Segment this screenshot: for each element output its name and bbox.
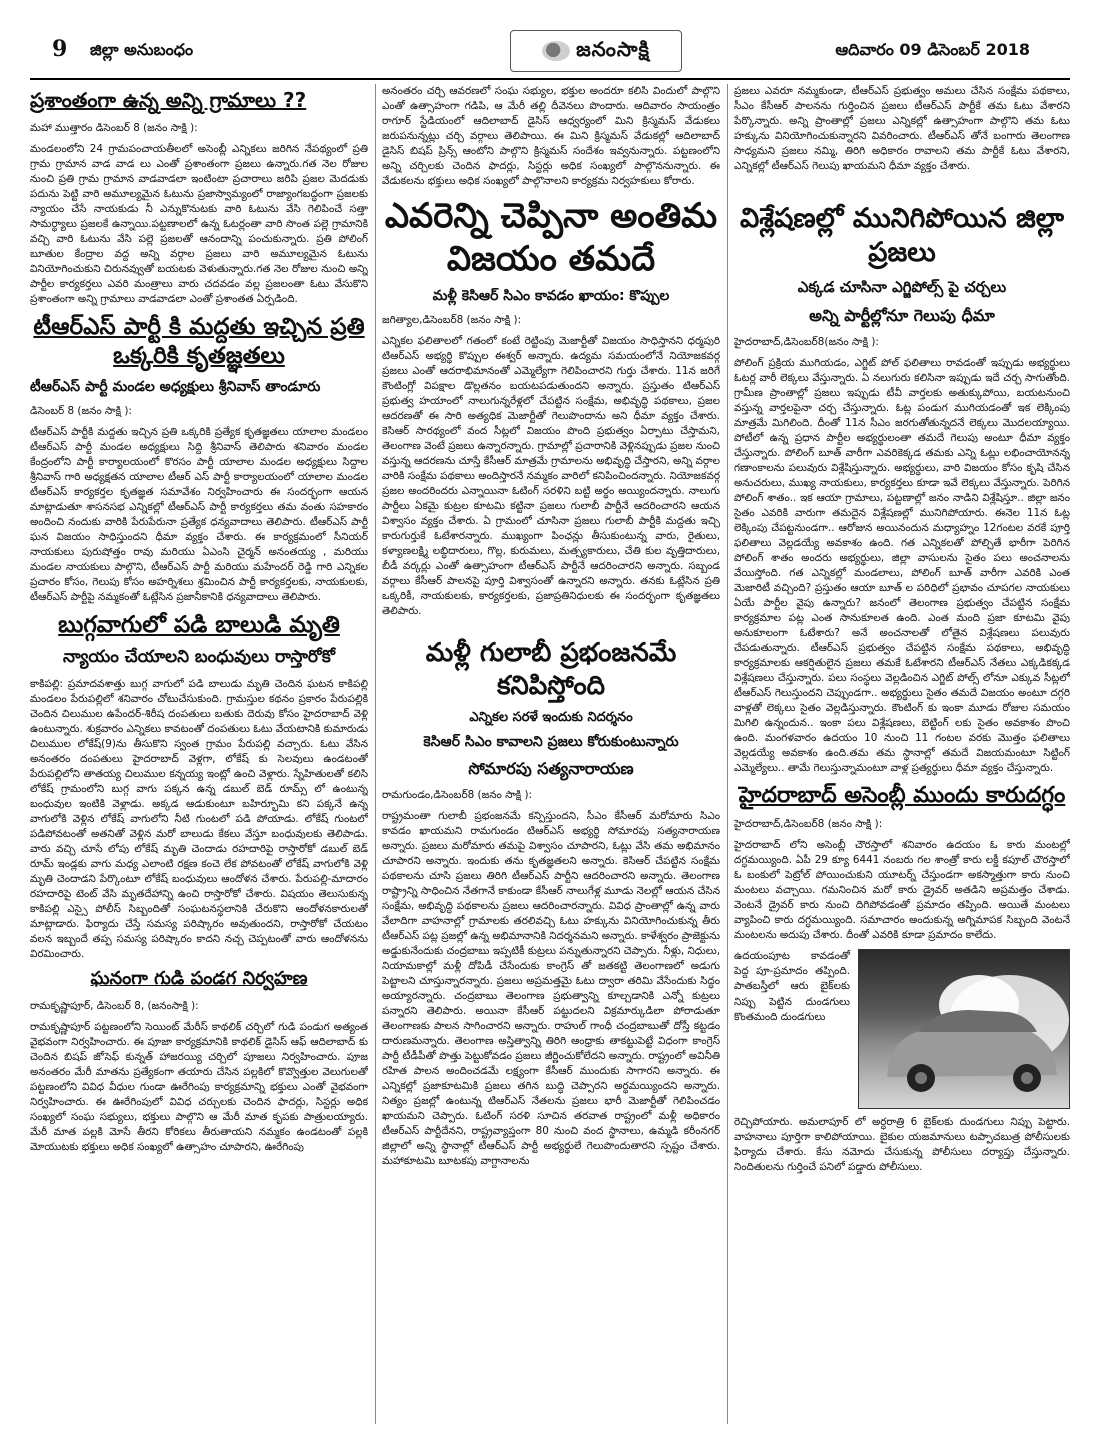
masthead-title: జనంసాక్షి <box>576 36 650 61</box>
issue-date: ఆదివారం 09 డిసెంబర్ 2018 <box>835 40 1030 59</box>
article-headline: మళ్లీ గులాబీ ప్రభంజనమే కనిపిస్తోంది <box>425 638 677 701</box>
column-divider <box>727 84 728 1424</box>
article-byline: సోమారపు సత్యనారాయణ <box>468 759 634 778</box>
article-dateline: రామగుండం,డిసెంబర్8 (జనం సాక్షి ): <box>382 789 533 801</box>
article-body: మండలంలోని 24 గ్రామపంచాయతీలలో అసెంబ్లీ ఎన్నికలు జరిగిన నేపథ్యంలో ప్రతి గ్రామ గ్రామాన వాడ వాడ లు ఎంతో ప్రశాంతంగా ప్రజలు ఉన్నారు.గత నెల రోజుల నుంచి ప్రతి గ్రామ గ్రామాన వాడవాడలా ఇంటింటా ప్రచారాలు జరిపి ప్రజల మెదడుకు పదును పెట్టి వారి అమూల్యమైన ఓటును ప్రజాస్వామ్యంలో రాజ్యాంగబద్ధంగా ప్రజలకు న్యాయం చేసే నాయకుడు నీ ఎన్నుకొనుటకు వారి ఓటును వేసి గెలిపించే సత్తా సామర్థ్యాలు ప్రజలకే ఉన్నాయి.పట్టణాలలో ఉన్న ఓటర్లంతా వారి సొంత పల్లె గ్రామానికి వచ్చి వారి ఓటును వేసి పల్లె ప్రజలతో ఆనందాన్ని పంచుకున్నారు. ప్రతి పోలింగ్ బూతుల కేంద్రాల వద్ద అన్ని వర్గాల ప్రజలు వారి అమూల్యమైన ఓటును వినియోగించుకుని చిరునవ్వుతో బయటకు వెళుతున్నారు.గత నెల రోజుల నుంచి అన్ని పార్టీల కార్యకర్తలు ఎవరి మంత్రాలు వారు చదవడం వల్ల ప్రజలంతా ఓటు వేసుకొని ప్రశాంతంగా అన్ని గ్రామాలు వాడవాడలా ఎంతో ప్రశాంతత ఏర్పడింది. <box>30 143 368 305</box>
article-headline: ఘనంగా గుడి పండగ నిర్వహణ <box>90 968 308 990</box>
article-dateline: హైదరాబాద్,డిసెంబర్8(జనం సాక్షి ): <box>734 335 879 348</box>
burning-car-illustration <box>859 950 1069 1108</box>
article-subhead: టీఆర్ఎస్ పార్టీ మండల అధ్యక్షులు శ్రీనివాస్ తాండూరు <box>30 378 321 395</box>
article-body: ఎన్నికల ఫలితాలలో గతంలో కంటే రెట్టింపు మెజార్టీతో విజయం సాధిస్తానని ధర్మపురి టిఆర్ఎస్ అభ్యర్థి కొప్పుల ఈశ్వర్ అన్నారు. ఉద్యమ సమయంలోనే నియోజకవర్గ ప్రజలు ఎంతో ఆదరాభిమానంతో ఎమ్మెల్యేగా గెలిపించారని గుర్తు చేశారు. 11న జరిగే కౌంటింగ్లో విపక్షాల డొల్లతనం బయటపడుతుందని అన్నారు. ప్రస్తుతం టిఆర్ఎస్ ప్రభుత్వ హయాంలో నాలుగున్నరేళ్లలో చేపట్టిన సంక్షేమ, అభివృద్ధి పథకాలు, ప్రజల ఆదరణతో ఈ సారి అత్యధిక మెజార్టీతో గెలుపొందాను అని ధీమా వ్యక్తం చేశారు. కెసిఆర్ సారథ్యంలో వంద సీట్లలో విజయం పొంది ప్రభుత్వం ఏర్పాటు చేస్తామని, తెలంగాణ వెంటే ప్రజలు ఉన్నారన్నారు. గ్రామాల్లో ప్రచారానికి వెళ్లినప్పుడు ప్రజల నుంచి వస్తున్న ఆదరణను చూస్తే కేసీఆర్ మాత్రమే గ్రామాలను అభివృద్ధి చేస్తారని, అన్ని వర్గాల వారికి సంక్షేమ పథకాలు అందిస్తారనే నమ్మకం వారిలో కనిపించిందన్నారు. నియోజకవర్గ ప్రజల అందరిందరు ఎన్నాయినా ఓటింగ్ సరళిని బట్టి అర్థం అయ్యిందన్నారు. నాలుగు పార్టీలు ఏకమై కుట్రల కూటమి కట్టినా ప్రజలు గులాబీ పార్టీనే ఆదరించారని ఆయన విశ్వాసం వ్యక్తం చేశారు. ఏ గ్రామంలో చూసినా ప్రజలు గులాబీ పార్టీకి మద్దతు ఇచ్చి కారుగుర్తుకే ఓటేశారన్నారు. ముఖ్యంగా పింఛన్లు తీసుకుంటున్న వారు, రైతులు, కళ్యాణలక్ష్మి లబ్ధిదారులు, గొల్ల, కురుమలు, మత్స్యకారులు, చేతి కుల వృత్తిదారులు, బీడీ వర్కర్లు ఎంతో ఉత్సాహంగా టీఆర్ఎస్ పార్టీనే ఆదరించారని అన్నారు. సబ్బండ వర్గాలు కేసీఆర్ పాలనపై పూర్తి విశ్వాసంతో ఉన్నారని అన్నారు. తనకు ఓట్లేసిన ప్రతి ఒక్కరికీ, నాయకులకు, కార్యకర్తలకు, ప్రజాప్రతినిధులకు ఈ సందర్భంగా కృతజ్ఞతలు తెలిపారు. <box>382 335 720 617</box>
article-headline: విశ్లేషణల్లో మునిగిపోయిన జిల్లా ప్రజలు <box>740 203 1064 268</box>
masthead <box>510 30 682 72</box>
article-body: పోలింగ్ ప్రక్రియ ముగియడం, ఎగ్జిట్ పోల్ ఫలితాలు రావడంతో ఇప్పుడు అభ్యర్థులు ఓటర్ల వారీ లెక్కలు వేస్తున్నారు. ఏ నలుగురు కలిసినా ఇప్పుడు ఇదే చర్చ సాగుతోంది. గ్రామీణ ప్రాంతాల్లో ప్రజలు ఇప్పుడు టీవీ వార్తలకు అతుక్కుపోయి, బయటనుంచి వస్తున్న వార్తలపైనా చర్చ చేస్తున్నారు. ఓట్ల పండుగ ముగియడంతో ఇక లెక్కింపు మాత్రమే మిగిలింది. దీంతో 11న సీఎం జరగుతోతున్నదనే లెక్కలు మొదలయ్యాయి. పోటీలో ఉన్న ప్రధాన పార్టీల అభ్యర్థులంతా తమదే గెలుపు అంటూ ధీమా వ్యక్తం చేస్తున్నారు. పోలింగ్ బూత్ వారీగా ఎవరికెక్కడ తమకు ఎన్ని ఓట్లు లభించాయోనన్న గణాంకాలను పలువురు విశ్లేషిస్తున్నారు. అభ్యర్థులు, వారి విజయం కోసం కృషి చేసిన అనుచరులు, ముఖ్య నాయకులు, కార్యకర్తలు కూడా ఇవే లెక్కలు వేస్తున్నారు. పెరిగిన పోలింగ్ శాతం.. ఇక ఆయా గ్రామాలు, పట్టణాల్లో జనం నాడిని విశ్లేషిస్తూ.. జిల్లా జనం సైతం ఎవరికి వారుగా తమదైన విశ్లేషణల్లో మునిగిపోయారు. ఈనెల 11న ఓట్ల లెక్కింపు చేపట్టనుండగా.. ఆరోజున అయినందున మధ్యాహ్నం 12గంటల వరకే పూర్తి ఫలితాలు వెల్లడయ్యే అవకాశం ఉంది. గత ఎన్నికలతో పోల్చితే భారీగా పెరిగిన పోలింగ్ శాతం అందరు అభ్యర్థులు, జిల్లా వాసులను సైతం పలు అంచనాలను వేయిస్తోంది. గత ఎన్నికల్లో మండలాలు, పోలింగ్ బూత్ వారీగా ఎవరికి ఎంత మెజారిటీ వచ్చింది? ప్రస్తుతం ఆయా బూత్ ల పరిధిలో ప్రభావం చూపగల నాయకులు ఏయే పార్టీల వైపు ఉన్నారు? జనంలో తెలంగాణ ప్రభుత్వం చేపట్టిన సంక్షేమ కార్యక్రమాల పట్ల ఎంత సానుకూలత ఉంది. ఎంత మంది ప్రజా కూటమి వైపు అనుకూలంగా ఓటేశారు? అనే అంచనాలతో లోతైన విశ్లేషణలు పలువురు చేపడుతున్నారు. టీఆర్ఎస్ ప్రభుత్వం చేపట్టిన సంక్షేమ పథకాలు, అభివృద్ధి కార్యక్రమాలకు ఆకర్షితులైన ప్రజలు తమకే ఓటేశారని టీఆర్ఎస్ నేతలు ఎక్కడికక్కడ విశ్లేషణలు చేస్తున్నారు. పలు సంస్థలు వెల్లడించిన ఎగ్జిట్ పోల్స్ లోనూ ఎక్కువ సీట్లలో టీఆర్ఎస్ గెలుస్తుందని చెప్పుండగా.. అభ్యర్థులు సైతం తమదే విజయం అంటూ దగ్గరి వాళ్లతో లెక్కలు సైతం వెల్లడిస్తున్నారు. కౌంటింగ్ కు ఇంకా మూడు రోజుల సమయం మిగిలి ఉన్నందున.. ఇంకా పలు విశ్లేషణలు, బెట్టింగ్ లకు సైతం అవకాశం పొంచి ఉంది. మంగళవారం ఉదయం 10 నుంచి 11 గంటల వరకు మొత్తం ఫలితాలు వెల్లడయ్యే అవకాశం ఉంది.తమ తమ స్థానాల్లో తమదే విజయమంటూ సిట్టింగ్ ఎమ్మెల్యేలు.. తామే గెలుస్తున్నామంటూ వాళ్ల ప్రత్యర్థులు ధీమా వ్యక్తం చేస్తున్నారు. <box>734 356 1070 774</box>
column-3 <box>734 84 1070 1424</box>
article-subhead: న్యాయం చేయాలని బంధువులు రాస్తారోకో <box>62 647 336 668</box>
article-dateline: డిసెంబర్ 8 (జనం సాక్షి ): <box>30 404 132 417</box>
spacer <box>734 180 1070 198</box>
photo-block <box>734 949 1070 1109</box>
article-subhead: కెసిఆర్ సిఎం కావాలని ప్రజలు కోరుకుంటున్నారు <box>423 734 679 750</box>
article-subhead: ఎన్నికల సరళే ఇందుకు నిదర్శనం <box>469 710 633 725</box>
column-2 <box>382 84 720 1424</box>
article-headline: ఎవరెన్ని చెప్పినా అంతిమ విజయం తమదే <box>384 196 718 279</box>
masthead-logo-icon <box>542 41 570 61</box>
article-continuation: అనంతరం చర్చి ఆవరణలో సంఘ సభ్యుల, భక్తుల అందరూ కలిసి విందులో పాల్గొని ఎంతో ఉత్సాహంగా గడిపి, ఆ మేరీ తల్లి దీవెనలు పొందారు. ఆదివారం సాయంత్రం రాగూర్ స్టేడియంలో ఆదిలాబాద్ డైసిస్ ఆధ్వర్యంలో మిని క్రిస్మమస్ వేడుకలు జరుపనున్నట్లు చర్చి వర్గాలు తెలిపాయి. ఈ మిని క్రిస్మమస్ వేడుకల్లో ఆదిలాబాద్ డైసిస్ బిషప్ ప్రిన్స్ ఆంటోని పాల్గొని క్రిస్మమస్ సందేశం ఇవ్వనున్నారు. పట్టణంలోని అన్ని చర్చిలకు చెందిన ఫాదర్లు, సిస్టర్లు అధిక సంఖ్యలో పాల్గొననున్నారు. ఈ వేడుకలను భక్తులు అధిక సంఖ్యలో పాల్గొనాలని కార్యక్రమ నిర్వహకులు కోరారు. <box>382 85 720 187</box>
article-continuation: ప్రజలు ఎవరూ నమ్మకుండా, టీఆర్ఎస్ ప్రభుత్వం అమలు చేసిన సంక్షేమ పథకాలు, సీఎం కేసీఆర్ పాలనను గుర్తించిన ప్రజలు టీఆర్ఎస్ పార్టీకే తమ ఓటు వేశారని పేర్కొన్నారు. అన్ని ప్రాంతాల్లో ప్రజలు ఎన్నికల్లో ఉత్సాహంగా పాల్గొని తమ ఓటు హక్కును వినియోగించుకున్నారని వివరించారు. టీఆర్ఎస్ తోనే బంగారు తెలంగాణ సాధ్యమని ప్రజలు నమ్మి, తిరిగి అధికారం రావాలని తమ పార్టీకే ఓటు వేశారని, ఎన్నికల్లో టీఆర్ఎస్ గెలుపు ఖాయమని ధీమా వ్యక్తం చేశారు. <box>734 85 1070 172</box>
column-divider <box>375 84 376 1424</box>
article-body: హైదరాబాద్ లోని అసెంబ్లీ చౌరస్తాలో శనివారం ఉదయం ఓ కారు మంటల్లో దగ్ధమయ్యింది. ఏపీ 29 క్యూ 6441 నంబరు గల శాంత్రో కారు లక్డీ కపూల్ చౌరస్తాలో ఓ బంకులో పెట్రోల్ పోయించుకుని యూటర్న్ చేస్తుండగా అకస్మాత్తుగా కారు నుంచి మంటలు వచ్చాయి. గమనించిన మరో కారు డ్రైవర్ అతడిని అప్రమత్తం చేశాడు. వెంటనే డ్రైవర్ కారు నుంచి దిగిపోవడంతో ప్రమాదం తప్పింది. అయితే మంటలు వ్యాపించి కారు దగ్ధమయ్యింది. సమాచారం అందుకున్న అగ్నిమాపక సిబ్బంది వెంటనే మంటలను అదుపు చేశారు. దీంతో ఎవరికి కూడా ప్రమాదం కాలేదు. <box>734 839 1070 941</box>
article-body: రాష్ట్రమంతా గులాబీ ప్రభంజనమే కన్పిస్తుందని, సీఎం కేసీఆర్ మరోమారు సిఎం కావడం ఖాయమని రామగుండం టిఆర్ఎస్ అభ్యర్థి సోమారపు సత్యనారాయణ అన్నారు. ప్రజలు మరోమారు తమపై విశ్వాసం చూపారని, ఓట్లు వేసి తమ అభిమానం చూపారని అన్నారు. ఇందుకు తను కృతజ్ఞతలని అన్నారు. కెసిఆర్ చేపట్టిన సంక్షేమ పథకాలను చూసి ప్రజలు తిరిగి టీఆర్ఎస్ పార్టీని ఆదరించారని అన్నారు. తెలంగాణ రాష్ట్రాన్ని సాధించిన నేతగానే కాకుండా కేసీఆర్ నాలుగేళ్ల మూడు నెలల్లో ఆయన చేసిన సంక్షేమ, అభివృద్ధి పథకాలను ప్రజలు ఆదరించారన్నారు. వివిధ ప్రాంతాల్లో ఉన్న వారు వేలాదిగా వాహనాల్లో గ్రామాలకు తరలివచ్చి ఓటు హక్కును వినియోగించుకున్న తీరు టీఆర్ఎస్ పట్ల ప్రజల్లో ఉన్న అభిమానానికి నిదర్శనమని అన్నారు. కాళేశ్వరం ప్రాజెక్టును అడ్డుకునేందుకు చంద్రబాబు ఇప్పటికీ కుట్రలు పన్నుతున్నారని చెప్పారు. నీళ్లు, నిధులు, నియామకాల్లో మళ్లీ దోపిడీ చేసేందుకు కాంగ్రెస్ తో జతకట్టి తెలంగాణలో అడుగు పెట్టాలని చూస్తున్నారన్నారు. ప్రజలు అప్రమత్తమై ఓటు ద్వారా తరిమి వేసేందుకు సిద్ధం అయ్యారన్నారు. చంద్రబాబు తెలంగాణ ప్రభుత్వాన్ని కూల్చడానికి ఎన్నో కుట్రలు పన్నారని తెలిపారు. అయినా కేసీఆర్ పట్టుదలని విక్రమార్కుడిలా పోరాడుతూ తెలంగాణకు పాలన సాగించారని అన్నారు. రాహుల్ గాంధీ చంద్రబాబుతో దోస్తీ కట్టడం దారుణమన్నారు. తెలంగాణ అస్తిత్వాన్ని తిరిగి ఆంధ్రాకు తాకట్టుపెట్టే విధంగా కాంగ్రెస్ పార్టీ టీడీపీతో పొత్తు పెట్టుకోవడం ప్రజలు జీర్ణించుకోలేదని అన్నారు. రాష్ట్రంలో అవినీతి రహిత పాలన అందించడమే లక్ష్యంగా కేసీఆర్ ముందుకు సాగారని అన్నారు. ఈ ఎన్నికల్లో ప్రజాకూటమికి ప్రజలు తగిన బుద్ధి చెప్పారని అర్థమయ్యిందని అన్నారు. నిత్యం ప్రజల్లో ఉంటున్న టిఆర్ఎస్ నేతలను ప్రజలు భారీ మెజార్టీతో గెలిపించడం ఖాయమని చెప్పారు. ఓటింగ్ సరళి సూచిన తరవాత రాష్ట్రంలో మళ్లీ అధికారం టీఆర్ఎస్ పార్టీదేనని, రాష్ట్రవ్యాప్తంగా 80 నుంచి వంద స్థానాలు, ఉమ్మడి కరీంనగర్ జిల్లాలో అన్ని స్థానాల్లో టీఆర్ఎస్ పార్టీ అభ్యర్థులే గెలుపొందుతారని స్పష్టం చేశారు. మహాకూటమి బూటకపు వాగ్దానాలను <box>382 810 720 1167</box>
page-number: 9 <box>52 36 68 62</box>
article-subhead: ఎక్కడ చూసినా ఎగ్జిపోల్స్ పై చర్చలు <box>797 277 1007 296</box>
article-dateline: హైదరాబాద్,డిసెంబర్8 (జనం సాక్షి ): <box>734 818 883 830</box>
article-subhead: అన్ని పార్టీల్లోనూ గెలుపు ధీమా <box>809 305 995 325</box>
article-subhead: మళ్లీ కెసిఆర్ సిఎం కావడం ఖాయం: కొప్పుల <box>432 288 670 304</box>
article-body: రెచ్చిపోయారు. అమలాపూర్ లో అర్ధరాత్రి 6 బైక్‌లకు దుండగులు నిప్పు పెట్టారు. వాహనాలు పూర్తిగా కాలిపోయాయి. బైకుల యజమానులు టప్పాచబుత్ర పోలీసులకు ఫిర్యాదు చేశారు. కేసు నమోదు చేసుకున్న పోలీసులు దర్యాప్తు చేస్తున్నారు. నిందితులను గుర్తించే పనిలో పడ్డారు పోలీసులు. <box>734 1116 1070 1173</box>
article-headline: బుగ్గవాగులో పడి బాలుడి మృతి <box>58 611 340 638</box>
article-dateline: జగిత్యాల,డిసెంబర్8 (జనం సాక్షి ): <box>382 314 522 326</box>
article-dateline: రామకృష్ణాపూర్, డిసెంబర్ 8, (జనంసాక్షి ): <box>30 999 199 1012</box>
article-dateline: మహా ముత్తారం డిసెంబర్ 8 (జనం సాక్షి ): <box>30 122 198 134</box>
page-header <box>30 28 1070 80</box>
photo-side-text: ఉదయంపూట కావడంతో పెద్ద పూ-ప్రమాదం తప్పింది. పాతబస్తీలో ఆరు బైక్‌లకు నిప్పు పెట్టిన దుండగులు కొంతమంది దుండగులు <box>734 950 850 1023</box>
article-headline: ప్రశాంతంగా ఉన్న అన్ని గ్రామాలు ?? <box>30 88 307 112</box>
column-1 <box>30 84 368 1424</box>
section-title: జిల్లా అనుబంధం <box>90 40 194 59</box>
article-body: రామకృష్ణాపూర్ పట్టణంలోని సెయింట్ మేరీస్ కాథలిక్ చర్చిలో గుడి పండుగ అత్యంత వైభవంగా నిర్వహించారు. ఈ పూజా కార్యక్రమానికి కాథలిక్ డైసిస్ ఆఫ్ ఆదిలాబాద్ కు చెందిన బిషప్ జోసెఫ్ కున్నత్ హాజరయ్యి చర్చిలో పూజలు నిర్వహించారు. పూజ అనంతరం మేరీ మాతను ప్రత్యేకంగా తయారు చేసిన పల్లకిలో కొవ్వొత్తుల వెలుగులతో పట్టణంలోని వివిధ వీధుల గుండా ఊరేగింపు కార్యక్రమాన్ని భక్తులు ఎంతో వైభవంగా నిర్వహించారు. ఈ ఊరేగింపులో వివిధ చర్చులకు చెందిన ఫాదర్లు, సిస్టర్లు అధిక సంఖ్యలో సంఘ సభ్యులు, భక్తులు పాల్గొని ఆ మేరీ మాత కృపకు పాత్రులయ్యారు. మేరీ మాత పల్లకి మోసే తీరని కోరికలు తీరుతాయని నమ్మకం ఉండటంతో పల్లకి మోయుటకు భక్తులు అధిక సంఖ్యలో ఉత్సాహం చూపారని, ఊరేగింపు <box>30 1020 368 1153</box>
article-columns <box>30 84 1070 1424</box>
burning-car-photo <box>858 949 1070 1109</box>
article-headline: టీఆర్ఎస్ పార్టీ కి మద్దతు ఇచ్చిన ప్రతి ఒక్కరికి కృతజ్ఞతలు <box>33 314 365 369</box>
article-body: కాకిపల్లి: ప్రమాదవశాత్తు బుగ్గ వాగులో పడి బాలుడు మృతి చెందిన ఘటన కాకిపల్లి మండలం పేరుపల్లిలో శనివారం చోటుచేసుకుంది. గ్రామస్తుల కథనం ప్రకారం పేరుపల్లికి చెందిన చిలుముల ఉపేందర్-శిరీష దంపతులు బతుకు దెరువు కోసం హైదరాబాద్ వెళ్లి ఉంటున్నారు. శుక్రవారం ఎన్నికలు కావటంతో దంపతులు ఓటు వేయటానికి కుమారుడు చిలుముల లోకేష్(9)ను తీసుకొని స్వంత గ్రామం పేరుపల్లి వచ్చారు. ఓటు వేసిన అనంతరం దంపతులు హైదరాబాద్ వెళ్లగా, లోకేష్ కు సెలవులు ఉండటంతో పేరుపల్లిలోని తాతయ్య చిలుముల కన్నయ్య ఇంట్లో ఉంచి వెళ్లారు. స్నేహితులతో కలిసి లోకేష్ గ్రామంలోని బుగ్గ వాగు పక్కన ఉన్న డబుల్ బెడ్ రూమ్స్ లో ఉంటున్న బంధువుల ఇంటికి వెళ్లాడు. అక్కడ ఆడుకుంటూ బహిర్భూమి కని పక్కనే ఉన్న వాగులోకి వెళ్లిన లోకేష్ వాగులోని నీటి గుంటలో పడి పోయాడు. లోకేష్ గుంటలో పడిపోవటంతో అతనితో వెళ్లిన మరో బాలుడు కేకలు వేస్తూ బంధువులకు తెలిపాడు. వారు వచ్చి చూసే లోపు లోకేష్ మృతి చెందాడు రహదారిపై రాస్తారోకో డబుల్ బెడ్ రూమ్ ఇండ్లకు వాగు మధ్య ఎలాంటి రక్షణ కంచె లేక పోవటంతో లోకేష్ వాగులోకి వెళ్లి మృతి చెందాడని పేర్కొంటూ లోకేష్ బంధువులు ఆందోళన చేశారు. పేరుపల్లి-మాదారం రహదారిపై టెంట్ వేసి మృతదేహాన్ని ఉంచి రాస్తారోకో చేశారు. విషయం తెలుసుకున్న కాకిపల్లి ఎస్సై పోలీస్ సిబ్బందితో సంఘటనస్థలానికి చేరుకొని ఆందోళనకారులతో మాట్లాడారు. ఫిర్యాదు చేస్తే సమస్య పరిష్కారం అవుతుందని, రాస్తారోకో చేయటం వలన ఇబ్బందే తప్ప సమస్య పరిష్కారం కాదని నచ్చ చెప్పటంతో వారు ఆందోళనను విరమించారు. <box>30 678 368 961</box>
spacer <box>382 625 720 633</box>
article-body: టీఆర్ఎస్ పార్టీకి మద్దతు ఇచ్చిన ప్రతి ఒక్కరికి ప్రత్యేక కృతజ్ఞతలు యాలాల మండలం టీఆర్ఎస్ పార్టీ మండల అధ్యక్షులు సిద్ది శ్రీనివాస్ తెలిపారు శనివారం మండల కేంద్రంలోని పార్టీ కార్యాలయంలో కొరసం పార్టీ యాలాల మండల అధ్యక్షులు సిద్దాల శ్రీనివాస్ గారి అధ్యక్షతన యాలాల టీఆర్ ఎస్ పార్టీ కార్యాలయంలో యాలాల మండల టీఆర్ఎస్ కార్యకర్తల కృతజ్ఞత సమావేశం నిర్వహించారు ఈ సందర్భంగా ఆయన మాట్లాడుతూ శాసనసభ ఎన్నికల్లో టీఆర్ఎస్ పార్టీ కార్యకర్తలు తమ వంతు సహకారం అందించి నందుకు వారికి పేరుపేరునా ప్రత్యేక ధన్యవాదాలు తెలిపారు. టీఆర్ఎస్ పార్టీ ఘన విజయం సాధిస్తుందని ధీమా వ్యక్తం చేశారు. ఈ కార్యక్రమంలో సీనియర్ నాయకులు పురుషోత్తం రావు మరియు ఏఎంసి చైర్మన్ అనంతయ్య , మరియు మండల నాయకులు పాల్గొని, టీఆర్ఎస్ పార్టీ మరియు మహేందర్ రెడ్డి గారి ఎన్నికల ప్రచారం కోసం, గెలుపు కోసం అహర్నిశలు శ్రమించిన పార్టీ కార్యకర్తలకు, నాయకులకు, టీఆర్ఎస్ పార్టీపై నమ్మకంతో ఓట్లేసిన ప్రజానీకానికి ధన్యవాదాలు తెలిపారు. <box>30 425 368 603</box>
article-headline: హైదరాబాద్ అసెంబ్లీ ముందు కారుదగ్ధం <box>738 782 1066 808</box>
